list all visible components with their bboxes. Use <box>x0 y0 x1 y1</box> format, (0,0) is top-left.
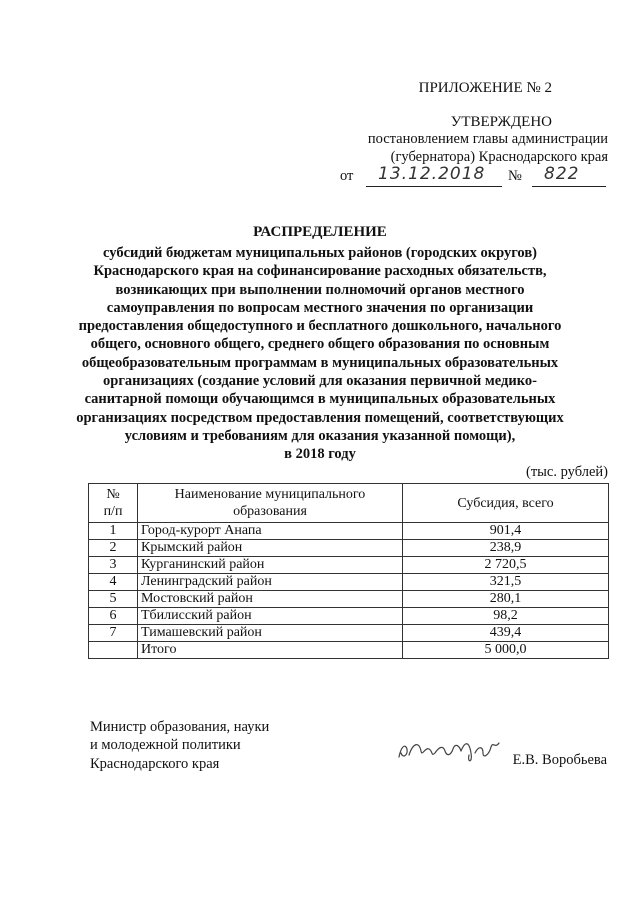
signer-title-line: и молодежной политики <box>90 737 241 754</box>
date-handwritten: 13.12.2018 <box>378 164 486 184</box>
unit-note: (тыс. рублей) <box>526 464 608 480</box>
row-name: Тимашевский район <box>138 625 403 642</box>
appendix-label: ПРИЛОЖЕНИЕ № 2 <box>418 80 552 96</box>
subtitle-line: самоуправления по вопросам местного значения по организации <box>106 299 534 316</box>
row-sum: 238,9 <box>403 540 609 557</box>
number-handwritten: 822 <box>544 164 580 184</box>
approved-label: УТВЕРЖДЕНО <box>450 114 552 130</box>
signer-title-line: Министр образования, науки <box>90 719 270 735</box>
total-sum: 5 000,0 <box>403 642 609 659</box>
row-num: 7 <box>89 625 138 642</box>
document-subtitle <box>60 244 580 464</box>
table-row <box>89 523 609 540</box>
table-row <box>89 608 609 625</box>
row-num: 6 <box>89 608 138 625</box>
subtitle-line: возникающих при выполнении полномочий органов местного <box>115 281 525 298</box>
table-row <box>89 574 609 591</box>
row-num: 3 <box>89 557 138 574</box>
subsidy-table <box>88 483 609 659</box>
row-name: Тбилисский район <box>138 608 403 625</box>
row-num: 5 <box>89 591 138 608</box>
approved-by-line: (губернатора) Краснодарского края <box>390 149 608 165</box>
row-name: Курганинский район <box>138 557 403 574</box>
header-num-line: № <box>106 487 120 502</box>
row-sum: 280,1 <box>403 591 609 608</box>
header-name-line: Наименование муниципального <box>174 487 366 502</box>
header-num-line: п/п <box>103 504 123 519</box>
table-row <box>89 591 609 608</box>
subtitle-line: субсидий бюджетам муниципальных районов (городских округов) <box>103 245 537 261</box>
row-name: Крымский район <box>138 540 403 557</box>
number-underline <box>532 186 606 187</box>
row-name: Мостовский район <box>138 591 403 608</box>
row-num: 2 <box>89 540 138 557</box>
table-row <box>89 557 609 574</box>
subtitle-line: санитарной помощи обучающимся в муниципальных образовательных <box>84 391 556 408</box>
approved-by <box>300 130 608 166</box>
row-sum: 439,4 <box>403 625 609 642</box>
approved-by-line: постановлением главы администрации <box>367 131 608 147</box>
row-sum: 2 720,5 <box>403 557 609 574</box>
date-underline <box>366 186 502 187</box>
table-row <box>89 625 609 642</box>
subtitle-line: организациях (создание условий для оказания первичной медико- <box>103 373 537 390</box>
row-name: Город-курорт Анапа <box>138 523 403 540</box>
header-name-line: образования <box>233 504 307 519</box>
table-header-row <box>89 484 609 523</box>
subtitle-line: общего, основного общего, среднего общего образования по основным <box>90 336 550 353</box>
row-num: 4 <box>89 574 138 591</box>
row-name: Ленинградский район <box>138 574 403 591</box>
subtitle-line: организациях посредством предоставления помещений, соответствующих <box>76 409 564 426</box>
row-sum: 98,2 <box>403 608 609 625</box>
row-sum: 321,5 <box>403 574 609 591</box>
document-heading: РАСПРЕДЕЛЕНИЕ <box>253 224 387 240</box>
total-label: Итого <box>138 642 403 659</box>
row-sum: 901,4 <box>403 523 609 540</box>
subtitle-line: в 2018 году <box>284 446 356 463</box>
date-number-line <box>340 164 608 188</box>
signer-name: Е.В. Воробьева <box>512 752 607 768</box>
signer-title-line: Краснодарского края <box>90 755 220 772</box>
table-row <box>89 540 609 557</box>
signer-title <box>90 718 269 773</box>
subtitle-line: Краснодарского края на софинансирование расходных обязательств, <box>93 263 547 280</box>
date-prefix: от <box>340 168 354 184</box>
header-num <box>89 484 138 523</box>
subtitle-line: условиям и требованиям для оказания указанной помощи), <box>124 427 516 444</box>
subtitle-line: общеобразовательным программам в муниципальных образовательных <box>81 354 559 371</box>
total-num <box>89 642 138 659</box>
number-prefix: № <box>508 168 522 184</box>
table-total-row <box>89 642 609 659</box>
header-name <box>138 484 403 523</box>
header-sum: Субсидия, всего <box>403 484 609 523</box>
row-num: 1 <box>89 523 138 540</box>
subtitle-line: предоставления общедоступного и бесплатного дошкольного, начального <box>78 318 562 335</box>
